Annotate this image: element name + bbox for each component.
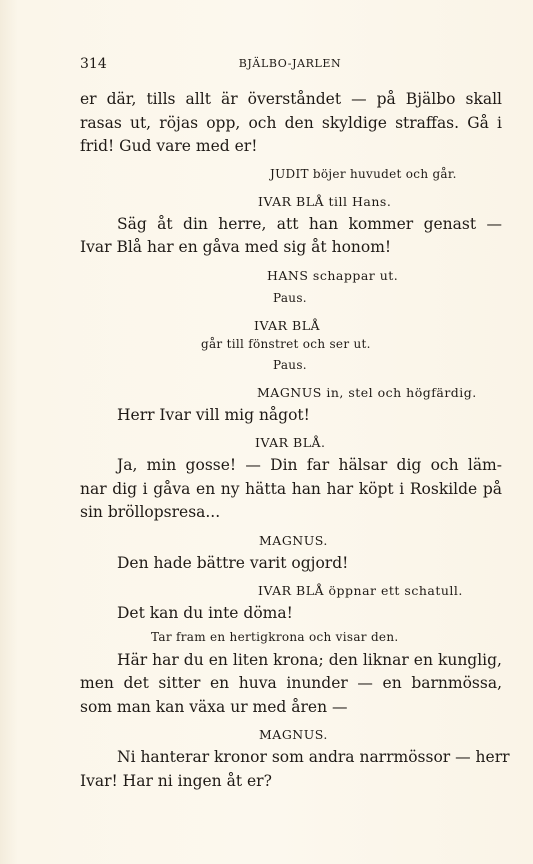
text-line: Här har du en liten krona; den liknar en kunglig, [117,650,502,669]
speaker-heading: MAGNUS. [259,532,328,548]
text-line: nar dig i gåva en ny hätta han har köpt i Roskilde på [80,479,502,498]
stage-direction: JUDIT böjer huvudet och går. [270,166,457,181]
speaker-heading: HANS schappar ut. [267,267,399,283]
text-line: Säg åt din herre, att han kommer genast — [117,214,502,233]
text-line: Ja, min gosse! — Din far hälsar dig och läm- [117,456,502,474]
speaker-heading: IVAR BLÅ öppnar ett schatull. [258,583,463,598]
stage-direction: Paus. [273,357,307,372]
text-line: som man kan växa ur med åren — [80,697,348,716]
stage-direction: Paus. [273,290,307,305]
speaker-heading: MAGNUS. [259,727,328,742]
text-line: Den hade bättre varit ogjord! [117,553,349,572]
page-body [80,88,510,793]
text-line: sin bröllopsresa... [80,503,221,521]
text-line: Ni hanterar kronor som andra narrmössor — herr [117,748,510,766]
text-line: rasas ut, röjas opp, och den skyldige straffas. Gå i [80,113,502,132]
speaker-heading: IVAR BLÅ till Hans. [258,193,392,209]
stage-direction: går till fönstret och ser ut. [201,336,371,351]
text-line: Ivar Blå har en gåva med sig åt honom! [80,238,392,256]
text-line: er där, tills allt är överståndet — på Bjälbo skall [80,90,502,108]
stage-direction: Tar fram en hertigkrona och visar den. [151,629,399,644]
page-number: 314 [80,56,107,72]
speaker-heading: IVAR BLÅ [254,317,321,333]
speaker-heading: MAGNUS in, stel och högfärdig. [257,384,477,400]
text-line: Det kan du inte döma! [117,604,293,622]
speaker-heading: IVAR BLÅ. [255,435,326,450]
text-line: men det sitter en huva inunder — en barnmössa, [80,674,502,692]
text-line: Herr Ivar vill mig något! [117,405,310,424]
running-title: BJÄLBO-JARLEN [238,57,342,70]
text-line: Ivar! Har ni ingen åt er? [80,771,272,790]
text-line: frid! Gud vare med er! [80,137,258,155]
